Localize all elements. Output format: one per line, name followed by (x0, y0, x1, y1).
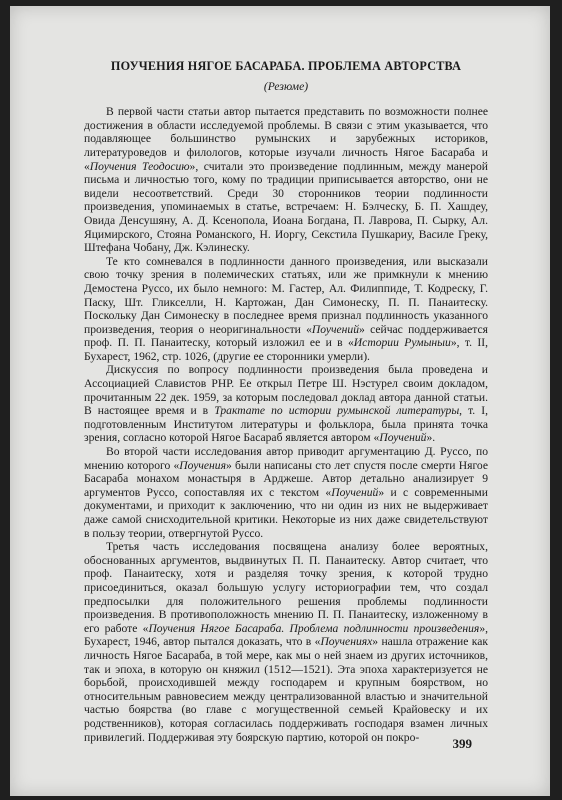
text-run: , т. I, подготовленным Институтом литературы и фольклора, была принята точка зрения, согласно которой Нягое Басараб является автором « (84, 404, 488, 445)
text-column (84, 60, 488, 744)
text-run: » нашла отражение как личность Нягое Басараба, в той мере, как мы о ней знаем из других источников, так и эпоха, в которую он княжил (1512—1521). Эта эпоха характеризуется не борьбой, происходившей между господарем и крупным боярством, но относительным равновесием между централизованной властью и значительной частью боярства (во главе с могущественной семьей Крайовеску и их родственников), которая согласилась поддерживать господаря взамен личных привилегий. Поддерживая эту боярскую партию, которой он покро- (84, 635, 488, 744)
paragraph (84, 540, 488, 744)
document-page (10, 6, 550, 796)
text-run: » были написаны сто лет спустя после смерти Нягое Басараба монахом монастыря в Арджеше. Автор детально анализирует 9 аргументов Руссо, сопоставляя их с текстом « (84, 458, 488, 499)
article-body (84, 105, 488, 744)
italic-text: Поучения (179, 458, 226, 472)
italic-text: Истории Румыныи (353, 336, 451, 350)
italic-text: Поучений (311, 322, 360, 336)
italic-text: Поучения Нягое Басараба. Проблема подлинности произведения (148, 621, 480, 635)
text-run: », Бухарест, 1946, автор пытался доказать, что в « (84, 621, 489, 649)
italic-text: Поучения Теодосию (89, 159, 190, 173)
page-number: 399 (452, 736, 472, 751)
italic-text: Поучений (331, 485, 379, 499)
text-run: Третья часть исследования посвящена анализу более вероятных, обоснованных аргументов, выдвинутых П. П. Панаитеску. Автор считает, что проф. Панаитеску, хотя и разделяя точку зрения, к которой трудно присоединиться, оказал большую услугу историографии тем, что создал предпосылки для положительного решения проблемы подлинности произведения. В противоположность мнению П. П. Панаитеску, изложенному в его работе « (84, 540, 488, 635)
text-run: », считали это произведение подлинным, между манерой письма и личностью того, кому по традиции приписывается авторство, они не видели несоответствий. Среди 30 сторонников теории подлинности произведения, упоминаемых в статье, встречаем: Н. Бэлческу, Б. П. Хашдеу, Овида Денсушяну, А. Д. Ксенопола, Иоана Богдана, П. Лаврова, П. Сырку, Ал. Яцимирского, Стояна Романского, Н. Иоргу, Секстила Пушкариу, Василе Греку, Штефана Чобану, Дж. Кэлинеску. (84, 159, 488, 255)
italic-text: Поучениях (320, 635, 373, 649)
text-run: В первой части статьи автор пытается представить по возможности полнее достижения в области исследуемой проблемы. В связи с этим указывается, что подавляющее большинство румынских и зарубежных историков, литературоведов и филологов, которые изучали личность Нягое Басараба и « (84, 105, 488, 173)
italic-text: Поучений (379, 431, 427, 445)
text-run: Дискуссия по вопросу подлинности произведения была проведена и Ассоциацией Славистов РНР. Ее открыл Петре Ш. Нэстурел своим докладом, прочитанным 22 дек. 1959, за которым последовал доклад автора данной статьи. В настоящее время и в (84, 363, 488, 418)
paragraph (84, 105, 488, 255)
article-subtitle: (Резюме) (263, 79, 309, 93)
text-run: » и с современными документами, и приходит к заключению, что ни один из них не выдерживает даже самой снисходительной критики. Некоторые из них даже свидетельствуют в пользу теории, отвергнутой Руссо. (84, 485, 488, 540)
paragraph (84, 255, 488, 364)
article-title: ПОУЧЕНИЯ НЯГОЕ БАСАРАБА. ПРОБЛЕМА АВТОРСТВА (110, 59, 462, 73)
text-run: Во второй части исследования автор приводит аргументацию Д. Руссо, по мнению которого « (84, 445, 488, 472)
paragraph (84, 445, 488, 540)
text-run: ». (426, 431, 436, 445)
italic-text: Трактате по истории румынской литературы (214, 404, 460, 418)
text-run: Те кто сомневался в подлинности данного произведения, или высказали свою точку зрения в полемических статьях, или же примкнули к мнению Демостена Руссо, их было немного: М. Гастер, Ал. Филиппиде, Т. Кодреску, Г. Паску, Шт. Гликселли, Н. Картожан, Дан Симонеску, П. П. Панаитеску. Поскольку Дан Симонеску в последнее время признал подлинность указанного произведения, теория о неоригинальности « (84, 254, 488, 336)
text-run: », т. II, Бухарест, 1962, стр. 1026, (другие ее сторонники умерли). (84, 336, 488, 363)
text-run: » сейчас поддерживается проф. П. П. Панаитеску, который изложил ее и в « (84, 322, 488, 350)
paragraph (84, 363, 488, 445)
